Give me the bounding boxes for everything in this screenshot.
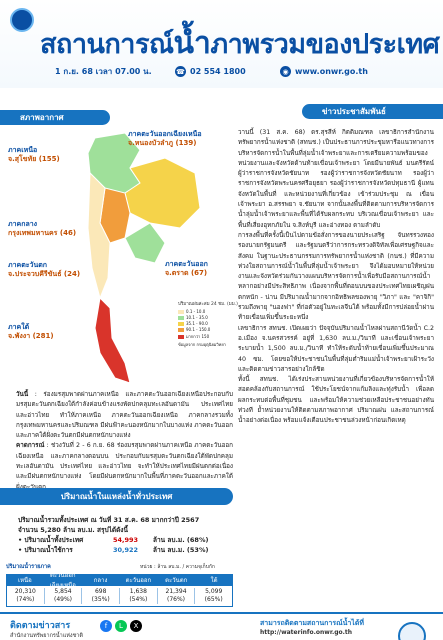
footer bbox=[0, 612, 443, 640]
south-region bbox=[95, 298, 130, 383]
facebook-icon[interactable]: f bbox=[100, 620, 112, 632]
social-icons bbox=[100, 620, 142, 632]
forecast-paragraph: คาดการณ์ : ช่วงวันที่ 2 - 6 ก.ย. 68 ร่องมรสุมพาดผ่านภาคเหนือ ภาคตะวันออกเฉียงเหนือ และภาคกลางตอนบน ประกอบกับมรสุมตะวันตกเฉียงใต้พัดปกคลุมทะเลอันดามัน ประเทศไทย และอ่าวไทย จะทำให้ประเทศไทยมีฝนตกต่อเนื่อง และมีฝนตกหนักบางแห่ง โดยมีฝนตกหนักมากในพื้นที่ภาคตะวันออกและภาคใต้ bbox=[16, 442, 233, 481]
website-info[interactable]: ◉ www.onwr.go.th bbox=[280, 66, 368, 77]
label-east: ภาคตะวันออก จ.ตราด (67) bbox=[165, 260, 208, 277]
label-north: ภาคเหนือ จ.สุโขทัย (155) bbox=[8, 146, 60, 163]
rain-legend: ปริมาณฝนสะสม 24 ชม. (มม.) 0.1 - 10.0 10.1 - 35.0 35.1 - 90.0 90.1 - 150.0 มากกว่า 150 ข้อมูลจาก กรมอุตุนิยมวิทยา bbox=[178, 300, 240, 336]
thailand-rain-map bbox=[0, 128, 233, 390]
label-northeast: ภาคตะวันออกเฉียงเหนือ จ.หนองบัวลำภู (139) bbox=[128, 130, 202, 147]
phone-icon: ☎ bbox=[176, 67, 185, 76]
table-header: เหนือ ตะวันออกเฉียงเหนือ กลาง ตะวันออก ตะวันตก ใต้ bbox=[6, 574, 233, 585]
info-bar bbox=[55, 63, 400, 80]
section-news: ข่าวประชาสัมพันธ์ bbox=[302, 104, 443, 119]
legend-row: 35.1 - 90.0 bbox=[178, 321, 240, 326]
table-row: 20,310 (74%) 5,854 (49%) 698 (35%) 1,638 (54%) 21,394 (76%) 5,099 (65%) bbox=[6, 585, 233, 607]
legend-swatch bbox=[178, 310, 184, 314]
table-unit: หน่วย : ล้าน ลบ.ม. / ความจุเก็บกัก bbox=[140, 564, 215, 570]
today-paragraph: วันนี้ : ร่องมรสุมพาดผ่านภาคเหนือ และภาคตะวันออกเฉียงเหนือประกอบกับมรสุมตะวันตกเฉียงใต้กำลังค่อนข้างแรงพัดปกคลุมทะเลอันดามัน ประเทศไทย และอ่าวไทย ทำให้ภาคเหนือ ภาคตะวันออกเฉียงเหนือ ภาคกลางรวมทั้งกรุงเทพมหานครและปริมณฑล มีฝนฟ้าคะนองหนักมากในบางแห่ง ภาคตะวันออกและภาคใต้ฝั่งตะวันตกมีฝนตกหนักบางแห่ง bbox=[16, 391, 233, 440]
legend-row: 90.1 - 150.0 bbox=[178, 327, 240, 332]
northeast-region bbox=[125, 158, 200, 228]
weather-text bbox=[16, 390, 233, 493]
legend-source: ข้อมูลจาก กรมอุตุนิยมวิทยา bbox=[178, 342, 226, 347]
news-text bbox=[238, 128, 434, 427]
news-paragraph: วานนี้ (31 ส.ค. 68) ดร.สุรสีห์ กิตติมณฑล เลขาธิการสำนักงานทรัพยากรน้ำแห่งชาติ (สทนช.) เป็นประธานการประชุมหารือแนวทางการบริหารจัดการน้ำในพื้นที่ลุ่มน้ำเจ้าพระยาและการเตรียมความพร้อมของหน่วยงานและจังหวัดด้านท้ายเขื่อนเจ้าพระยา โดยมีนายพันธ์ มนตรีรัตน์ ผู้ว่าราชการจังหวัดชัยนาท รองผู้ว่าราชการจังหวัดชัยนาท รองผู้ว่าราชการจังหวัดพระนครศรีอยุธยา รองผู้ว่าราชการจังหวัดปทุมธานี ผู้แทนจังหวัดในพื้นที่ และหน่วยงานที่เกี่ยวข้อง เข้าร่วมประชุม ณ เขื่อนเจ้าพระยา อ.สรรพยา จ.ชัยนาท จากนั้นลงพื้นที่ติดตามการบริหารจัดการน้ำลุ่มน้ำเจ้าพระยาและพื้นที่ได้รับผลกระทบ บริเวณเขื่อนเจ้าพระยา และพื้นที่เสี่ยงอุทกภัยใน จ.สิงห์บุรี และอ่างทอง ตามลำดับ bbox=[238, 129, 434, 229]
label-central: ภาคกลาง กรุงเทพมหานคร (46) bbox=[8, 220, 77, 237]
report-date: 1 ก.ย. 68 เวลา 07.00 น. bbox=[55, 67, 152, 76]
footer-follow: ติดตามข่าวสาร สำนักงานทรัพยากรน้ำแห่งชาติ bbox=[10, 621, 83, 639]
phone-info: ☎ 02 554 1800 bbox=[176, 67, 246, 76]
section-weather: สภาพอากาศ bbox=[0, 110, 110, 125]
line-icon[interactable]: L bbox=[115, 620, 127, 632]
onwr-logo bbox=[10, 8, 34, 32]
map-svg bbox=[0, 128, 233, 390]
globe-icon: ◉ bbox=[280, 66, 291, 77]
footer-info: สามารถติดตามสถานการณ์น้ำได้ที่ http://waterinfo.onwr.go.th bbox=[260, 619, 364, 636]
storage-table bbox=[6, 571, 233, 607]
page-title: สถานการณ์น้ำภาพรวมของประเทศ bbox=[40, 26, 440, 61]
east-region bbox=[125, 223, 165, 263]
x-icon[interactable]: X bbox=[130, 620, 142, 632]
legend-row: มากกว่า 150 bbox=[178, 333, 240, 340]
news-paragraph: ทั้งนี้ สทนช. ได้เร่งประสานหน่วยงานที่เกี่ยวข้องบริหารจัดการน้ำให้สอดคล้องกับสถานการณ์ ใช้ประโยชน์จากแก้มลิงและทุ่งรับน้ำ เพื่อลดผลกระทบต่อพื้นที่ชุมชน และพร้อมให้ความช่วยเหลือประชาชนอย่างทันท่วงที ย้ำหน่วยงานให้ติดตามสภาพอากาศ ปริมาณฝน และสถานการณ์น้ำอย่างต่อเนื่อง พร้อมแจ้งเตือนประชาชนล่วงหน้าก่อนเกิดเหตุ bbox=[238, 376, 434, 425]
legend-swatch bbox=[178, 335, 184, 339]
waterinfo-logo bbox=[398, 622, 426, 640]
storage-summary: ปริมาณน้ำรวมทั้งประเทศ ณ วันที่ 31 ส.ค. 68 มากกว่าปี 2567 จำนวน 5,280 ล้าน ลบ.ม. สรุปได้ดังนี้ • ปริมาณน้ำทั้งประเทศ 54,993 ล้าน ลบ.ม. (68%) • ปริมาณน้ำใช้การ 30,922 ล้าน ลบ.ม. (53%) bbox=[18, 516, 209, 554]
label-west: ภาคตะวันตก จ.ประจวบคีรีขันธ์ (24) bbox=[8, 261, 81, 278]
legend-row: 0.1 - 10.0 bbox=[178, 309, 240, 314]
section-storage: ปริมาณน้ำในแหล่งน้ำทั่วประเทศ bbox=[0, 488, 233, 505]
legend-swatch bbox=[178, 328, 184, 332]
news-paragraph: เลขาธิการ สทนช. เปิดเผยว่า ปัจจุบันปริมาณน้ำไหลผ่านสถานีวัดน้ำ C.2 อ.เมือง จ.นครสวรรค์ อยู่ที่ 1,630 ลบ.ม./วินาที และเขื่อนเจ้าพระยาระบายน้ำ 1,500 ลบ.ม./วินาที ทำให้ระดับน้ำท้ายเขื่อนเพิ่มขึ้นประมาณ 40 ซม. โดยขอให้ประชาชนในพื้นที่ลุ่มต่ำริมแม่น้ำเจ้าพระยาเฝ้าระวังและติดตามข่าวสารอย่างใกล้ชิด bbox=[238, 324, 434, 373]
legend-swatch bbox=[178, 322, 184, 326]
table-caption: ปริมาณน้ำรายภาค bbox=[6, 564, 51, 570]
legend-swatch bbox=[178, 316, 184, 320]
header bbox=[0, 0, 443, 88]
news-paragraph: การลงพื้นที่ครั้งนี้เป็นไปตามข้อสั่งการของนายประเสริฐ จันทรรวงทอง รองนายกรัฐมนตรี และรัฐมนตรีว่าการกระทรวงดิจิทัลเพื่อเศรษฐกิจและสังคม ในฐานะประธานกรรมการทรัพยากรน้ำแห่งชาติ (กนช.) ที่มีความห่วงใยสถานการณ์น้ำในพื้นที่ลุ่มน้ำเจ้าพระยา จึงได้มอบหมายให้หน่วยงานและจังหวัดร่วมกันวางแผนบริหารจัดการน้ำเพื่อรับมือสถานการณ์น้ำหลากอย่างมีประสิทธิภาพ เนื่องจากพื้นที่ตอนบนของประเทศไทยเผชิญฝนตกหนัก - น่าน มีปริมาณน้ำมากจากอิทธิพลของพายุ "วิภา" และ "คาจิกิ" รวมถึงพายุ "นองฟา" ที่ก่อตัวอยู่ในทะเลจีนใต้ พร้อมทั้งมีการปล่อยน้ำผ่านท้ายเขื่อนเพิ่มขึ้นระยะหนึ่ง bbox=[238, 231, 434, 322]
legend-row: 10.1 - 35.0 bbox=[178, 315, 240, 320]
label-south: ภาคใต้ จ.พังงา (281) bbox=[8, 323, 54, 340]
